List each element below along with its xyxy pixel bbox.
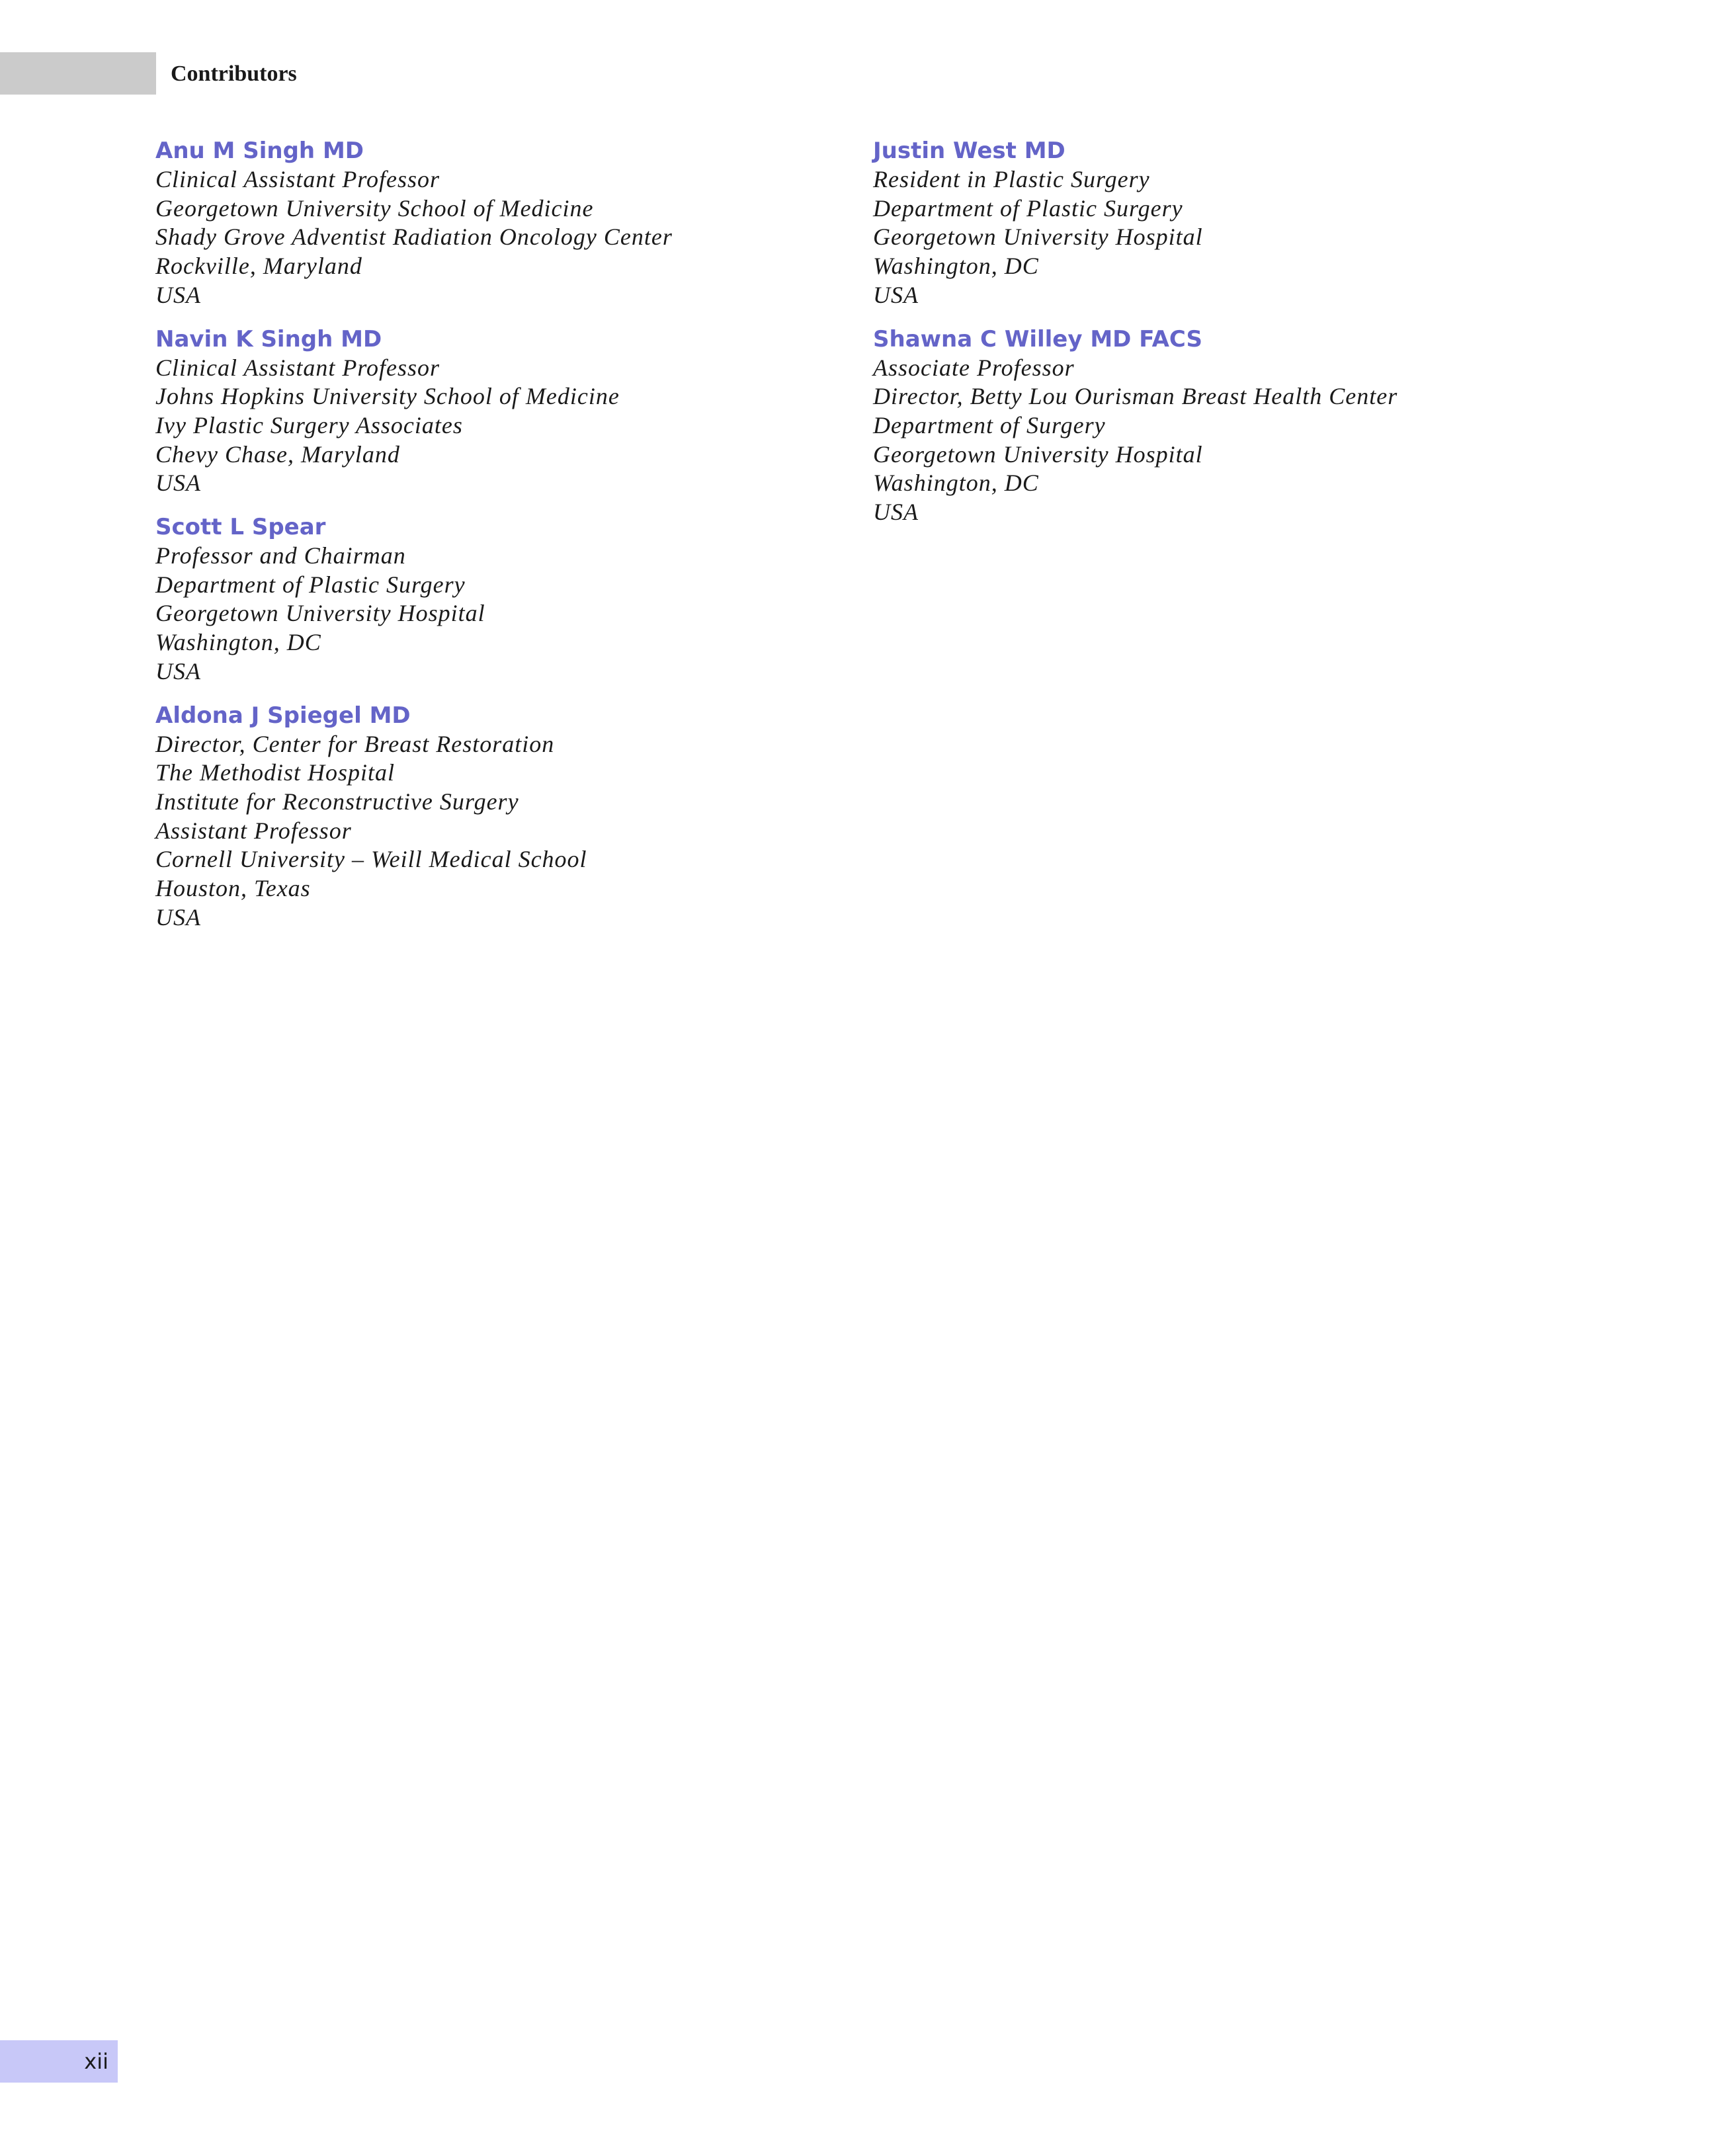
affiliation-line: Department of Surgery — [873, 411, 1106, 438]
contributors-column-right — [873, 136, 1398, 542]
affiliation-line: Cornell University – Weill Medical School — [155, 846, 587, 873]
contributor-name: Navin K Singh MD — [155, 325, 382, 352]
affiliation-line: Houston, Texas — [155, 875, 311, 902]
contributor-entry — [873, 325, 1398, 527]
contributors-column-left — [155, 136, 673, 946]
affiliation-line: Ivy Plastic Surgery Associates — [155, 411, 463, 438]
affiliation-line: Assistant Professor — [155, 817, 352, 844]
header-bar — [0, 52, 156, 95]
affiliation-line: Clinical Assistant Professor — [155, 354, 440, 381]
affiliation-line: USA — [873, 499, 919, 526]
affiliation-line: Clinical Assistant Professor — [155, 166, 440, 192]
affiliation-line: Department of Plastic Surgery — [155, 571, 466, 598]
page-number: xii — [84, 2049, 108, 2074]
affiliation-line: USA — [155, 470, 201, 497]
affiliation-line: Associate Professor — [873, 354, 1075, 381]
contributor-name: Anu M Singh MD — [155, 138, 364, 164]
affiliation-line: Resident in Plastic Surgery — [873, 166, 1150, 192]
affiliation-line: The Methodist Hospital — [155, 759, 395, 786]
affiliation-line: Johns Hopkins University School of Medicine — [155, 383, 620, 410]
contributor-entry — [155, 325, 673, 499]
affiliation-line: USA — [155, 903, 201, 931]
affiliation-line: Washington, DC — [873, 470, 1039, 497]
affiliation-line: Rockville, Maryland — [155, 253, 362, 280]
contributor-name: Shawna C Willey MD FACS — [873, 325, 1202, 352]
page-number-tab — [0, 2040, 118, 2083]
affiliation-line: Washington, DC — [873, 253, 1039, 280]
affiliation-line: USA — [155, 657, 201, 684]
affiliation-line: Chevy Chase, Maryland — [155, 440, 400, 468]
contributor-name: Aldona J Spiegel MD — [155, 702, 411, 729]
affiliation-line: Georgetown University Hospital — [873, 440, 1203, 468]
affiliation-line: Georgetown University School of Medicine — [155, 194, 594, 222]
affiliation-line: USA — [155, 281, 201, 308]
affiliation-line: Shady Grove Adventist Radiation Oncology Center — [155, 224, 673, 251]
contributor-name: Scott L Spear — [155, 514, 326, 541]
contributor-name: Justin West MD — [873, 138, 1065, 164]
running-header-title: Contributors — [171, 62, 297, 86]
affiliation-line: Georgetown University Hospital — [155, 600, 485, 627]
affiliation-line: Institute for Reconstructive Surgery — [155, 788, 519, 815]
affiliation-line: Department of Plastic Surgery — [873, 194, 1183, 222]
affiliation-line: Professor and Chairman — [155, 542, 406, 569]
affiliation-line: Georgetown University Hospital — [873, 224, 1203, 251]
affiliation-line: Director, Center for Breast Restoration — [155, 730, 555, 757]
affiliation-line: Director, Betty Lou Ourisman Breast Health Center — [873, 383, 1398, 410]
contributor-entry — [155, 701, 673, 933]
contributor-entry — [155, 136, 673, 310]
affiliation-line: Washington, DC — [155, 629, 321, 656]
contributor-entry — [155, 513, 673, 686]
contributor-entry — [873, 136, 1398, 310]
affiliation-line: USA — [873, 281, 919, 308]
